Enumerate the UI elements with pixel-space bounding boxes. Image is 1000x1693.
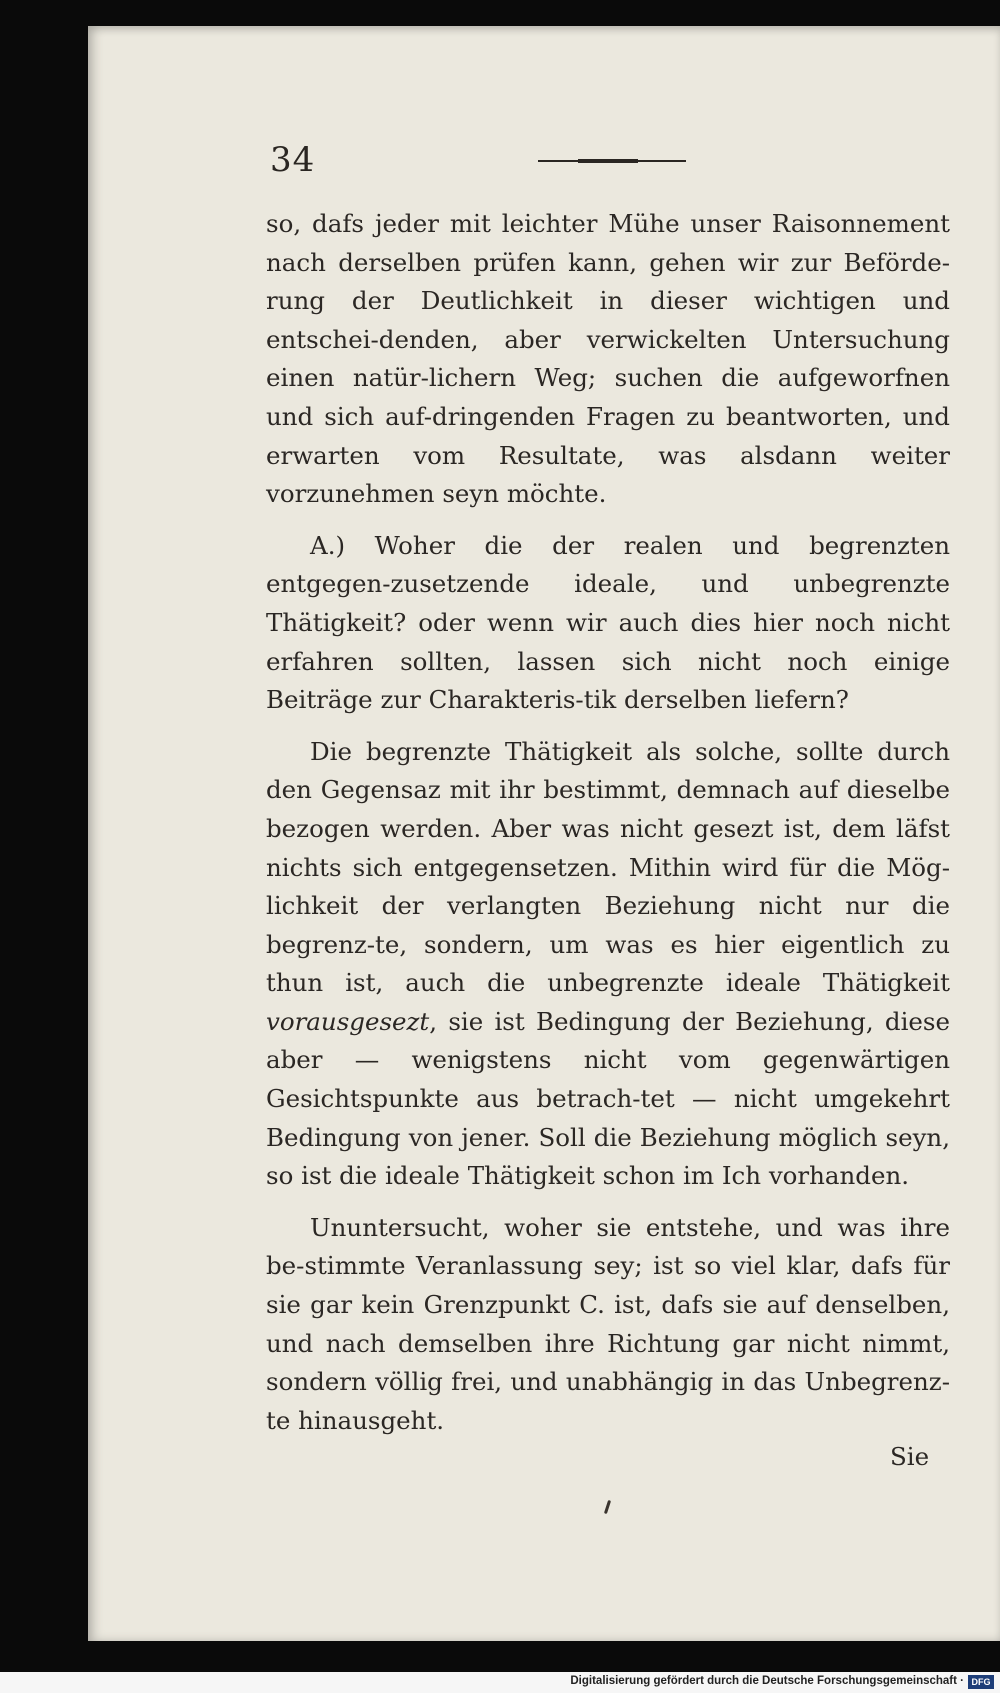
footer-bar <box>0 1672 1000 1693</box>
paragraph-1: so, dafs jeder mit leichter Mühe unser Raisonnement nach derselben prüfen kann, gehen wir zur Beförde-rung der Deutlichkeit in dieser wichtigen und entschei-denden, aber verwickelten Untersuchung einen natür-lichern Weg; suchen die aufgeworfnen und sich auf-dringenden Fragen zu beantworten, und erwarten vom Resultate, was alsdann weiter vorzunehmen seyn möchte. <box>266 209 950 509</box>
emphasized-word: vorausgesezt <box>266 1006 430 1036</box>
paragraph-4: Ununtersucht, woher sie entstehe, und was ihre be-stimmte Veranlassung sey; ist so viel klar, dafs für sie gar kein Grenzpunkt C. ist, dafs sie auf denselben, und nach demselben ihre Richtung gar nicht nimmt, sondern völlig frei, und unabhängig in das Unbegrenz-te hinausgeht. <box>266 1212 950 1435</box>
page-number: 34 <box>270 140 316 180</box>
header-rule <box>538 160 686 162</box>
footer-credit: Digitalisierung gefördert durch die Deutsche Forschungsgemeinschaft · <box>570 1675 964 1687</box>
paragraph-3 <box>266 733 950 1196</box>
paragraph-2: A.) Woher die der realen und begrenzten entgegen-zusetzende ideale, und unbegrenzte Thätigkeit? oder wenn wir auch dies hier noch nicht erfahren sollten, lassen sich nicht noch einige Beiträge zur Charakteris-tik derselben liefern? <box>266 530 950 715</box>
dfg-logo-icon: DFG <box>968 1675 994 1689</box>
paragraph-3-text-start: Die begrenzte Thätigkeit als solche, sollte durch den Gegensaz mit ihr bestimmt, demnach auf dieselbe bezogen werden. Aber was nicht gesezt ist, dem läfst nichts sich entgegensetzen. Mithin wird für die Mög-lichkeit der verlangten Beziehung nicht nur die begrenz-te, sondern, um was es hier eigentlich zu thun ist, auch die unbegrenzte ideale Thätigkeit <box>266 736 950 998</box>
catchword: Sie <box>890 1442 930 1471</box>
paragraph-3-text-end: , sie ist Bedingung der Beziehung, diese aber — wenigstens nicht vom gegenwärtigen Gesichtspunkte aus betrach-tet — nicht umgekehrt Bedingung von jener. Soll die Beziehung möglich seyn, so ist die ideale Thätigkeit schon im Ich vorhanden. <box>266 1006 950 1191</box>
body-text <box>266 205 950 1453</box>
